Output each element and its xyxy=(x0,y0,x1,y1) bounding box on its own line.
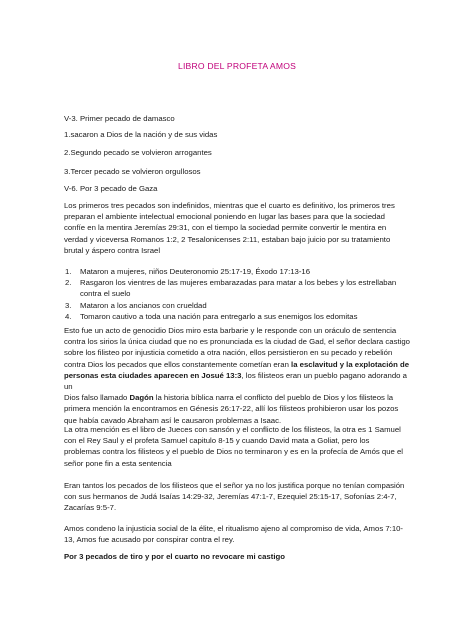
list-item: 2. Rasgaron los vientres de las mujeres embarazadas para matar a los bebes y los estrellaban contra el suelo xyxy=(65,278,397,299)
intro-line: Los primeros tres pecados son indefinidos, mientras que el cuarto es definitivo, los primeros tres xyxy=(64,201,395,210)
heading-v3: V-3. Primer pecado de damasco xyxy=(64,114,175,123)
sins-list xyxy=(64,266,410,322)
final-heading: Por 3 pecados de tiro y por el cuarto no revocare mi castigo xyxy=(64,552,285,561)
intro-line: verdad y viceversa Romanos 1:2, 2 Tesalonicenses 2:11, estaban bajo juicio por su tratamiento xyxy=(64,234,391,244)
jueces-paragraph: La otra mención es el libro de Jueces con sansón y el conflicto de los filisteos, la otra es 1 Samuel con el Rey Saul y el profeta Samuel capitulo 8-15 y cuando David mata a Goliat, pero los problemas contra los filisteos y el pueblo de Dios no terminaron y es en la profecía de Amós que el señor pone fin a esta sentencia xyxy=(64,425,404,468)
v3-line-1: 1.sacaron a Dios de la nación y de sus vidas xyxy=(64,130,218,139)
v6-intro-paragraph xyxy=(64,200,410,256)
amos-paragraph: Amos condeno la injusticia social de la élite, el ritualismo ajeno al compromiso de vida, Amos 7:10- 13, Amos fue acusado por conspirar contra el rey. xyxy=(64,524,404,545)
v3-line-2: 2.Segundo pecado se volvieron arrogantes xyxy=(64,148,212,157)
intro-line: preparan el ambiente intelectual emocional poniendo en lugar las bases para que la sociedad xyxy=(64,212,385,222)
intro-line: brutal y áspero contra Israel xyxy=(64,245,161,255)
heading-v6: V-6. Por 3 pecado de Gaza xyxy=(64,184,158,193)
intro-line: confíe en la mentira Jeremías 29:31, con el tiempo la sociedad permite convertir le mentira en xyxy=(64,223,387,233)
tantos-paragraph: Eran tantos los pecados de los filisteos que el señor ya no los justifica porque no tenían compasión con sus hermanos de Judá Isaías 14:29-32, Jeremías 47:1-7, Ezequiel 25:15-17, Sofonías 2:4-7, Zacarías 9:5-7. xyxy=(64,481,405,513)
list-item: 3. Mataron a los ancianos con crueldad xyxy=(65,300,207,310)
v3-line-3: 3.Tercer pecado se volvieron orgullosos xyxy=(64,167,201,176)
genocide-paragraph: Esto fue un acto de genocidio Dios miro esta barbarie y le responde con un oráculo de sentencia contra los sirios la única ciudad que no es pronunciada es la ciudad de Gad, el señor declara castigo sobre los filisteo por injusticia cometido a otra nación, ellos persistieron en su pecado y rebelión contra Dios los pecados que ellos constantemente cometían eran la esclavitud y la explotación de personas esta ciudades aparecen en Josué 13:3, los filisteos eran un pueblo pagano adorando a un Dios falso llamado Dagón la historia bíblica narra el conflicto del pueblo de Dios y los filisteos la primera mención la encontramos en Génesis 26:17-22, allí los filisteos prohibieron usar los pozos que había cavado Abraham así le causaron problemas a Isaac. xyxy=(64,326,410,425)
list-item: 1. Mataron a mujeres, niños Deuteronomio 25:17-19, Éxodo 17:13-16 xyxy=(65,267,311,276)
list-item: 4. Tomaron cautivo a toda una nación para entregarlo a sus enemigos los edomitas xyxy=(65,311,358,321)
document-title: LIBRO DEL PROFETA AMOS xyxy=(177,61,297,71)
